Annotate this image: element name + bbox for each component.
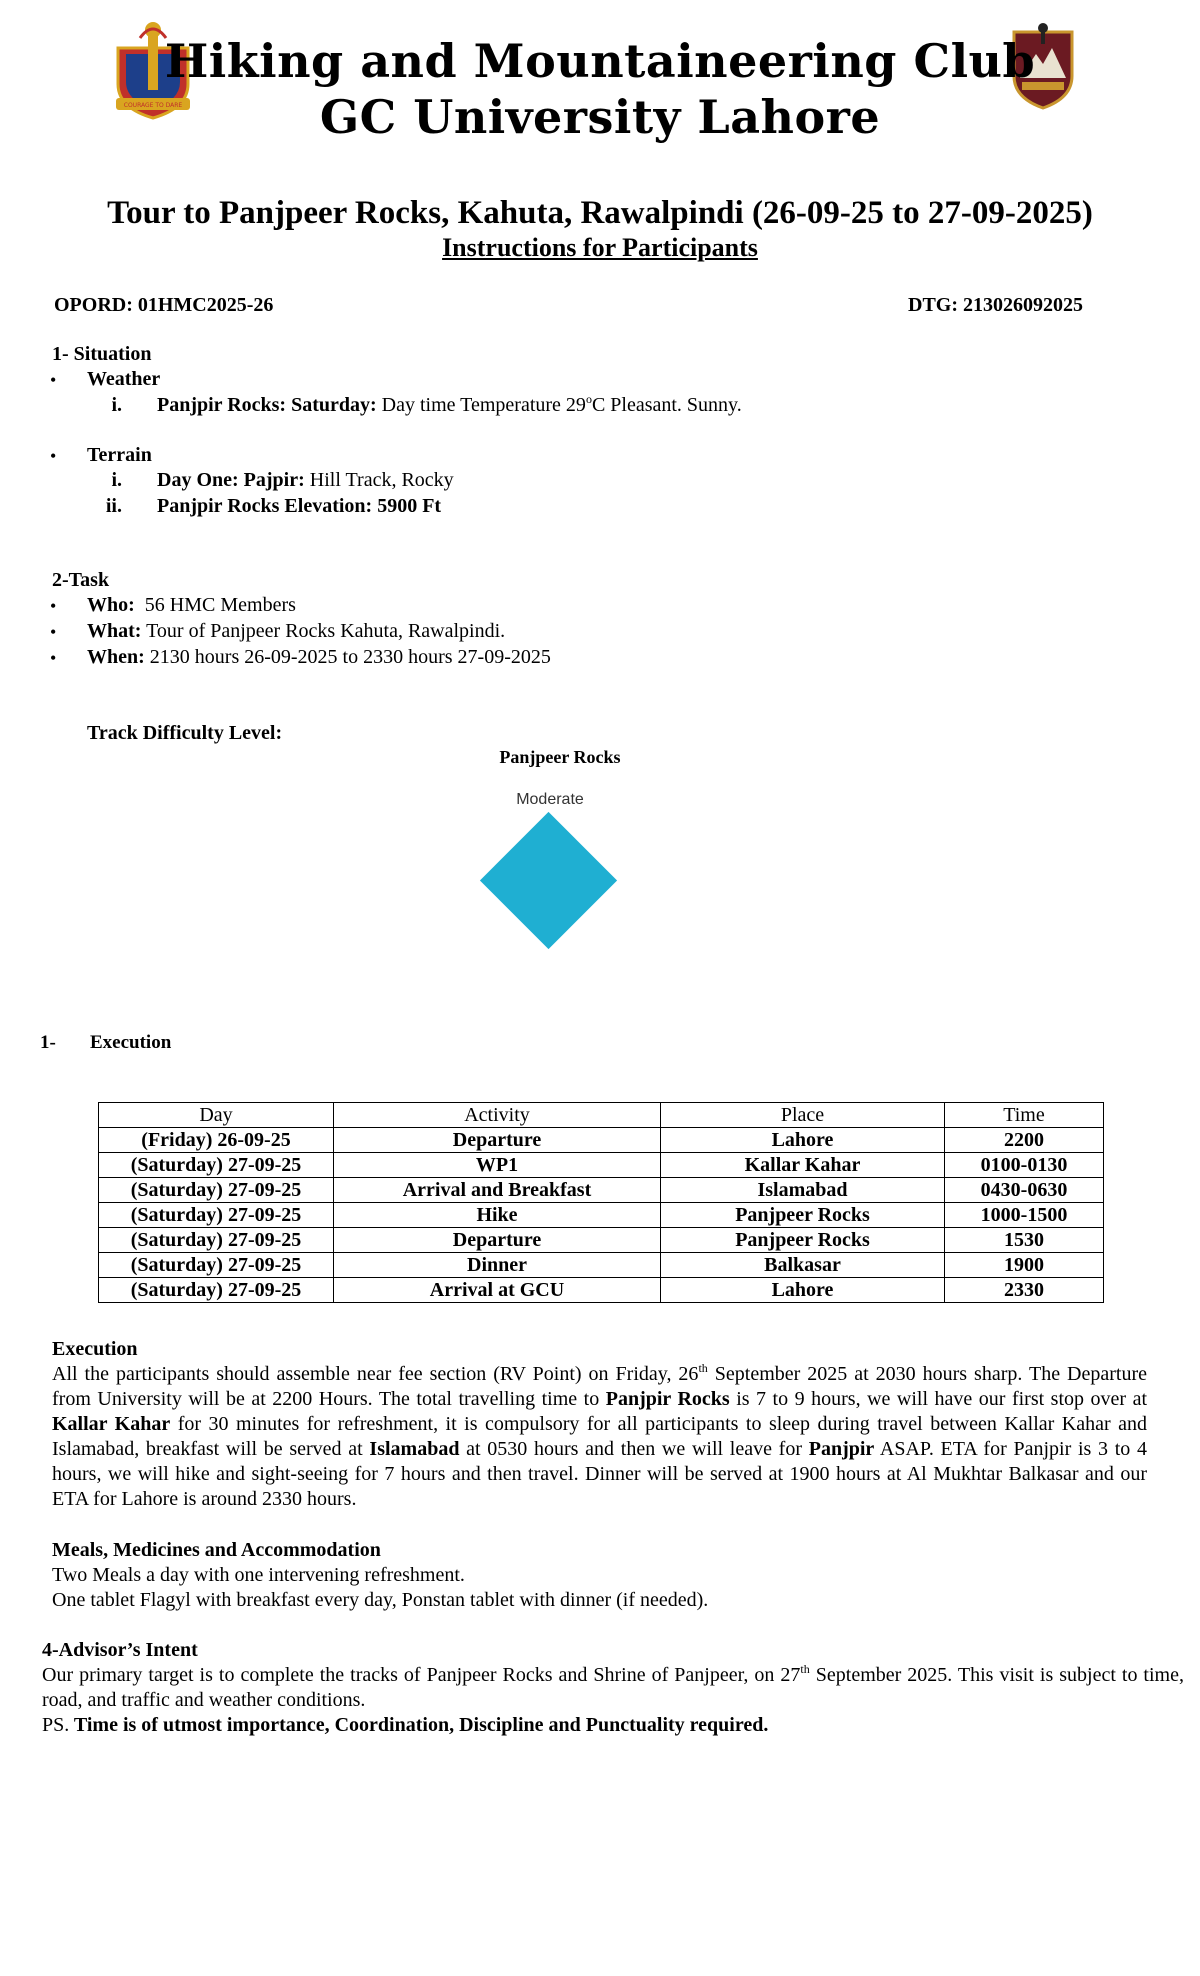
medicines-line: One tablet Flagyl with breakfast every day, Ponstan tablet with dinner (if needed). — [52, 1589, 709, 1611]
table-row — [99, 1203, 1104, 1228]
table-header-cell: Time — [945, 1103, 1104, 1128]
moderate-diamond-icon — [480, 812, 617, 949]
advisor-intent-heading: 4-Advisor’s Intent — [42, 1639, 198, 1661]
bullet-dot: • — [50, 446, 57, 466]
terrain-item: Panjpir Rocks Elevation: 5900 Ft — [157, 495, 442, 517]
terrain-label: Terrain — [87, 444, 152, 466]
task-heading: 2-Task — [52, 569, 110, 591]
table-cell: Kallar Kahar — [661, 1153, 945, 1178]
task-who: Who: 56 HMC Members — [87, 594, 296, 616]
bullet-dot: • — [50, 648, 57, 668]
opord-number: OPORD: 01HMC2025-26 — [54, 294, 274, 316]
weather-item: Panjpir Rocks: Saturday: Day time Temperature 29$^o$C Pleasant. Sunny. — [157, 392, 742, 416]
table-row — [99, 1278, 1104, 1303]
execution-heading-number: 1- — [40, 1032, 56, 1053]
club-name-line2: GC University Lahore — [319, 90, 881, 144]
schedule-table — [98, 1102, 1104, 1303]
task-what: What: Tour of Panjpeer Rocks Kahuta, Rawalpindi. — [87, 620, 506, 642]
tour-title: Tour to Panjpeer Rocks, Kahuta, Rawalpindi (26-09-25 to 27-09-2025) — [107, 195, 1093, 231]
meals-line: Two Meals a day with one intervening refreshment. — [52, 1564, 465, 1586]
instructions-subtitle: Instructions for Participants — [442, 233, 758, 262]
table-cell: Balkasar — [661, 1253, 945, 1278]
club-name-line1: Hiking and Mountaineering Club — [164, 34, 1036, 88]
table-cell: (Friday) 26-09-25 — [99, 1128, 334, 1153]
weather-item-number: i. — [111, 394, 122, 416]
table-row — [99, 1128, 1104, 1153]
bullet-dot: • — [50, 370, 57, 390]
table-row — [99, 1153, 1104, 1178]
table-header-row — [99, 1103, 1104, 1128]
execution-heading: Execution — [90, 1032, 172, 1053]
table-row — [99, 1178, 1104, 1203]
table-cell: 0100-0130 — [945, 1153, 1104, 1178]
table-row — [99, 1253, 1104, 1278]
table-cell: (Saturday) 27-09-25 — [99, 1153, 334, 1178]
difficulty-place: Panjpeer Rocks — [499, 747, 621, 767]
table-cell: Panjpeer Rocks — [661, 1228, 945, 1253]
ps-note: PS. Time is of utmost importance, Coordination, Discipline and Punctuality required. — [42, 1714, 769, 1736]
terrain-item-number: i. — [111, 469, 122, 491]
table-cell: Dinner — [334, 1253, 661, 1278]
table-header-cell: Place — [661, 1103, 945, 1128]
table-cell: Lahore — [661, 1278, 945, 1303]
execution-paragraph: All the participants should assemble near fee section (RV Point) on Friday, 26th September 2025 at 2030 hours sharp. The Departure from University will be at 2200 Hours. The total travelling time to Panjpir Rocks is 7 to 9 hours, we will have our first stop over at Kallar Kahar for 30 minutes for refreshment, it is compulsory for all participants to sleep during travel between Kallar Kahar and Islamabad, breakfast will be served at Islamabad at 0530 hours and then we will leave for Panjpir ASAP. ETA for Panjpir is 3 to 4 hours, we will hike and sight-seeing for 7 hours and then travel. Dinner will be served at 1900 hours at Al Mukhtar Balkasar and our ETA for Lahore is around 2330 hours. — [52, 1361, 1148, 1510]
table-cell: Lahore — [661, 1128, 945, 1153]
table-cell: 1000-1500 — [945, 1203, 1104, 1228]
terrain-item-number: ii. — [105, 495, 122, 517]
terrain-item: Day One: Pajpir: Hill Track, Rocky — [157, 469, 454, 491]
table-header-cell: Activity — [334, 1103, 661, 1128]
table-header-cell: Day — [99, 1103, 334, 1128]
execution-para-heading: Execution — [52, 1338, 138, 1360]
table-cell: Hike — [334, 1203, 661, 1228]
table-cell: (Saturday) 27-09-25 — [99, 1178, 334, 1203]
situation-heading: 1- Situation — [52, 343, 152, 365]
table-cell: WP1 — [334, 1153, 661, 1178]
advisor-intent-paragraph: Our primary target is to complete the tracks of Panjpeer Rocks and Shrine of Panjpeer, on 27th September 2025. This visit is subject to time, road, and traffic and weather conditions. — [42, 1662, 1184, 1711]
table-cell: 1900 — [945, 1253, 1104, 1278]
svg-text:COURAGE TO DARE: COURAGE TO DARE — [123, 102, 183, 109]
weather-label: Weather — [87, 368, 161, 390]
bullet-dot: • — [50, 596, 57, 616]
difficulty-level-text: Moderate — [516, 791, 584, 808]
dtg-number: DTG: 213026092025 — [908, 294, 1083, 316]
table-cell: 2330 — [945, 1278, 1104, 1303]
table-cell: Islamabad — [661, 1178, 945, 1203]
difficulty-label: Track Difficulty Level: — [87, 722, 283, 744]
table-cell: Departure — [334, 1228, 661, 1253]
table-cell: (Saturday) 27-09-25 — [99, 1278, 334, 1303]
table-cell: Arrival and Breakfast — [334, 1178, 661, 1203]
table-row — [99, 1228, 1104, 1253]
task-when: When: 2130 hours 26-09-2025 to 2330 hours 27-09-2025 — [87, 646, 551, 668]
table-cell: Departure — [334, 1128, 661, 1153]
table-cell: 1530 — [945, 1228, 1104, 1253]
table-cell: Arrival at GCU — [334, 1278, 661, 1303]
table-cell: (Saturday) 27-09-25 — [99, 1203, 334, 1228]
bullet-dot: • — [50, 622, 57, 642]
table-cell: Panjpeer Rocks — [661, 1203, 945, 1228]
meals-heading: Meals, Medicines and Accommodation — [52, 1539, 381, 1561]
table-cell: (Saturday) 27-09-25 — [99, 1228, 334, 1253]
table-cell: (Saturday) 27-09-25 — [99, 1253, 334, 1278]
table-cell: 0430-0630 — [945, 1178, 1104, 1203]
table-cell: 2200 — [945, 1128, 1104, 1153]
